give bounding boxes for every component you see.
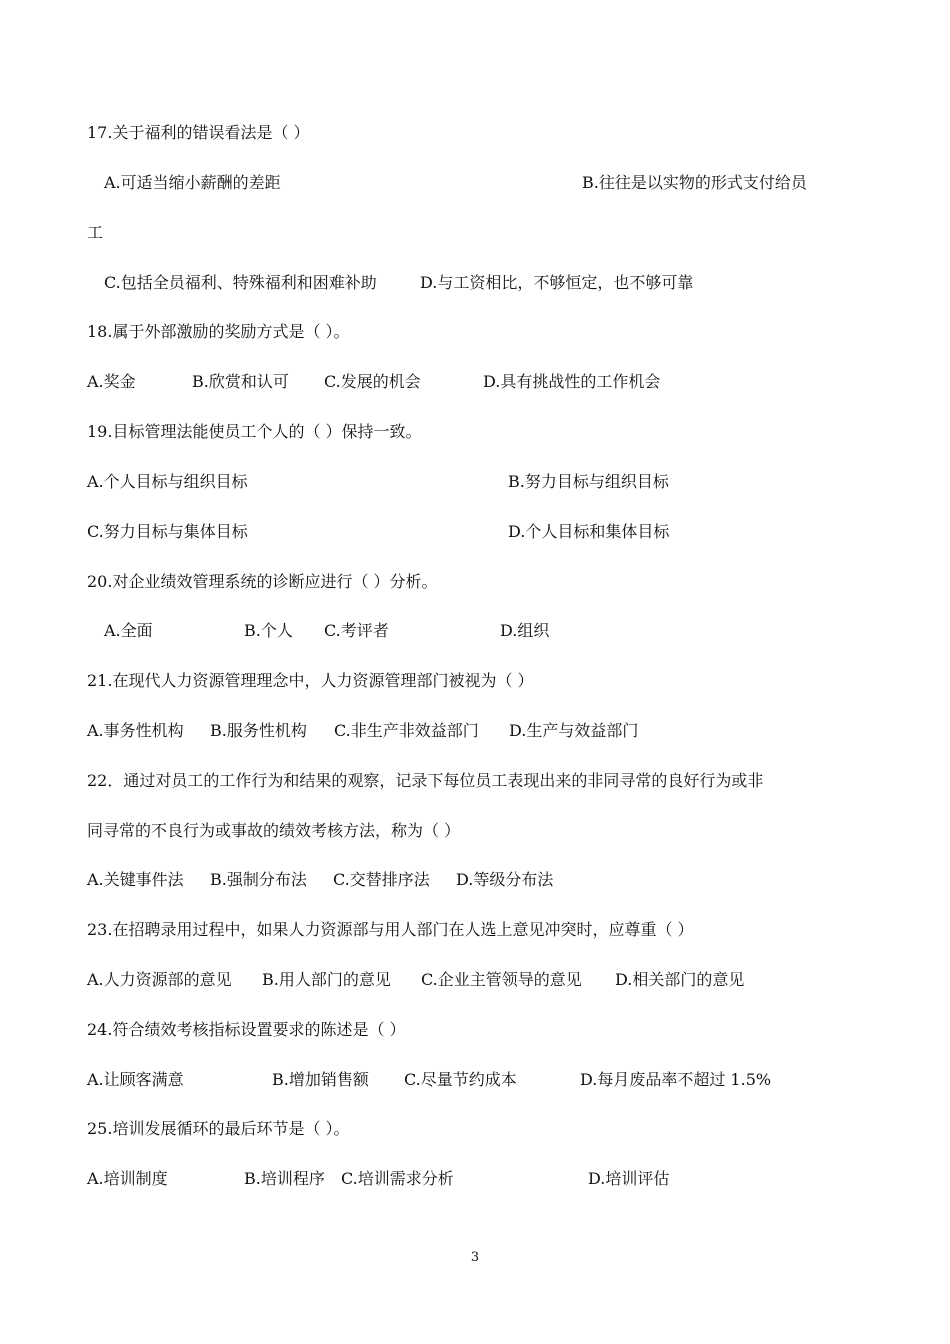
option-18c: C.发展的机会 (324, 372, 421, 391)
option-24d: D.每月废品率不超过 1.5% (580, 1070, 772, 1089)
option-20d: D.组织 (500, 621, 550, 640)
question-25: 25.培训发展循环的最后环节是（ ）。 (87, 1119, 350, 1138)
option-24a: A.让顾客满意 (87, 1070, 184, 1089)
option-21c: C.非生产非效益部门 (334, 721, 479, 740)
option-18a: A.奖金 (87, 372, 136, 391)
option-23c: C.企业主管领导的意见 (421, 970, 582, 989)
question-21: 21.在现代人力资源管理理念中，人力资源管理部门被视为（ ） (87, 671, 534, 690)
option-20a: A.全面 (104, 621, 153, 640)
option-21d: D.生产与效益部门 (509, 721, 639, 740)
page-number: 3 (470, 1250, 480, 1265)
option-19a: A.个人目标与组织目标 (87, 472, 248, 491)
option-23d: D.相关部门的意见 (615, 970, 745, 989)
option-24b: B.增加销售额 (272, 1070, 369, 1089)
option-17c: C.包括全员福利、特殊福利和困难补助 (104, 273, 377, 292)
option-20c: C.考评者 (324, 621, 389, 640)
option-22c: C.交替排序法 (333, 870, 430, 889)
option-24c: C.尽量节约成本 (404, 1070, 517, 1089)
option-21a: A.事务性机构 (87, 721, 184, 740)
question-24: 24.符合绩效考核指标设置要求的陈述是（ ） (87, 1020, 406, 1039)
option-19d: D.个人目标和集体目标 (508, 522, 670, 541)
option-22d: D.等级分布法 (456, 870, 554, 889)
question-18: 18.属于外部激励的奖励方式是（ ）。 (87, 322, 350, 341)
option-25d: D.培训评估 (588, 1169, 670, 1188)
option-19c: C.努力目标与集体目标 (87, 522, 248, 541)
option-17b: B.往往是以实物的形式支付给员 (582, 173, 807, 192)
option-17d: D.与工资相比，不够恒定，也不够可靠 (420, 273, 694, 292)
question-19: 19.目标管理法能使员工个人的（ ）保持一致。 (87, 422, 422, 441)
option-25a: A.培训制度 (87, 1169, 168, 1188)
option-19b: B.努力目标与组织目标 (508, 472, 669, 491)
option-17a: A.可适当缩小薪酬的差距 (104, 173, 281, 192)
option-23b: B.用人部门的意见 (262, 970, 391, 989)
option-25c: C.培训需求分析 (341, 1169, 454, 1188)
option-21b: B.服务性机构 (210, 721, 307, 740)
option-22b: B.强制分布法 (210, 870, 307, 889)
option-22a: A.关键事件法 (87, 870, 184, 889)
option-18d: D.具有挑战性的工作机会 (483, 372, 661, 391)
option-20b: B.个人 (244, 621, 293, 640)
question-20: 20.对企业绩效管理系统的诊断应进行（ ）分析。 (87, 572, 438, 591)
question-22-cont: 同寻常的不良行为或事故的绩效考核方法，称为（ ） (87, 821, 461, 840)
option-23a: A.人力资源部的意见 (87, 970, 232, 989)
question-22: 22．通过对员工的工作行为和结果的观察，记录下每位员工表现出来的非同寻常的良好行为或非 (87, 771, 764, 790)
option-18b: B.欣赏和认可 (192, 372, 289, 391)
question-23: 23.在招聘录用过程中，如果人力资源部与用人部门在人选上意见冲突时，应尊重（ ） (87, 920, 694, 939)
option-25b: B.培训程序 (244, 1169, 325, 1188)
question-17: 17.关于福利的错误看法是（ ） (87, 123, 310, 142)
option-17b-cont: 工 (87, 223, 104, 242)
